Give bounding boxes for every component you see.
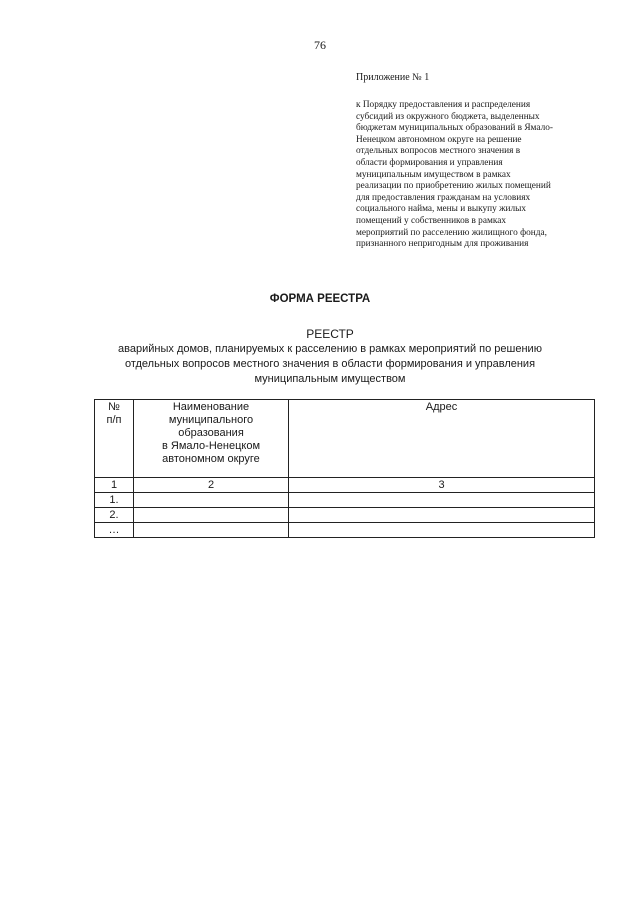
page-number: 76: [314, 38, 326, 52]
appendix-line: к Порядку предоставления и распределения: [356, 100, 531, 110]
table-row: [95, 493, 595, 508]
header-number-line: №: [108, 401, 120, 413]
appendix-line: признанного непригодным для проживания: [356, 239, 529, 250]
header-municipality-line: образования: [178, 427, 244, 439]
header-municipality: [134, 400, 289, 478]
appendix-text: [356, 100, 596, 251]
header-municipality-line: автономном округе: [162, 453, 260, 465]
header-municipality-line: Наименование: [172, 401, 250, 413]
header-address: Адрес: [289, 400, 595, 478]
address-cell: [289, 493, 595, 508]
registry-subheading: [80, 342, 580, 387]
header-number-line: п/п: [106, 414, 122, 426]
column-number-row: [95, 478, 595, 493]
table-row: [95, 508, 595, 523]
row-number-cell: …: [95, 523, 134, 538]
appendix-line: бюджетам муниципальных образований в Ямало-: [356, 123, 553, 134]
address-cell: [289, 508, 595, 523]
appendix-line: реализации по приобретению жилых помещений: [356, 181, 551, 192]
municipality-cell: [134, 523, 289, 538]
appendix-line: помещений у собственников в рамках: [356, 215, 506, 226]
row-number-cell: 2.: [95, 508, 134, 523]
registry-table: [94, 399, 595, 538]
appendix-line: мероприятий по расселению жилищного фонда,: [356, 227, 547, 238]
appendix-line: муниципальным имуществом в рамках: [356, 169, 511, 180]
header-municipality-line: в Ямало-Ненецком: [161, 440, 261, 452]
registry-subheading-line: муниципальным имуществом: [254, 373, 406, 385]
form-title: ФОРМА РЕЕСТРА: [269, 293, 371, 305]
table-header-row: [95, 400, 595, 478]
municipality-cell: [134, 508, 289, 523]
registry-heading: РЕЕСТР: [306, 327, 354, 341]
appendix-line: Ненецком автономном округе на решение: [356, 134, 522, 145]
column-number-cell: 1: [95, 478, 134, 493]
table-row: [95, 523, 595, 538]
appendix-line: субсидий из окружного бюджета, выделенных: [356, 111, 540, 122]
header-municipality-line: муниципального: [168, 414, 254, 426]
registry-subheading-line: аварийных домов, планируемых к расселению в рамках мероприятий по решению: [118, 343, 542, 355]
registry-subheading-line: отдельных вопросов местного значения в области формирования и управления: [124, 358, 536, 370]
header-number: [95, 400, 134, 478]
column-number-cell: 3: [289, 478, 595, 493]
municipality-cell: [134, 493, 289, 508]
appendix-line: для предоставления гражданам на условиях: [356, 192, 531, 203]
appendix-line: социального найма, мены и выкупу жилых: [356, 204, 527, 215]
appendix-line: области формирования и управления: [356, 157, 503, 168]
row-number-cell: 1.: [95, 493, 134, 508]
address-cell: [289, 523, 595, 538]
appendix-label: Приложение № 1: [356, 72, 430, 83]
column-number-cell: 2: [134, 478, 289, 493]
appendix-line: отдельных вопросов местного значения в: [356, 146, 521, 157]
